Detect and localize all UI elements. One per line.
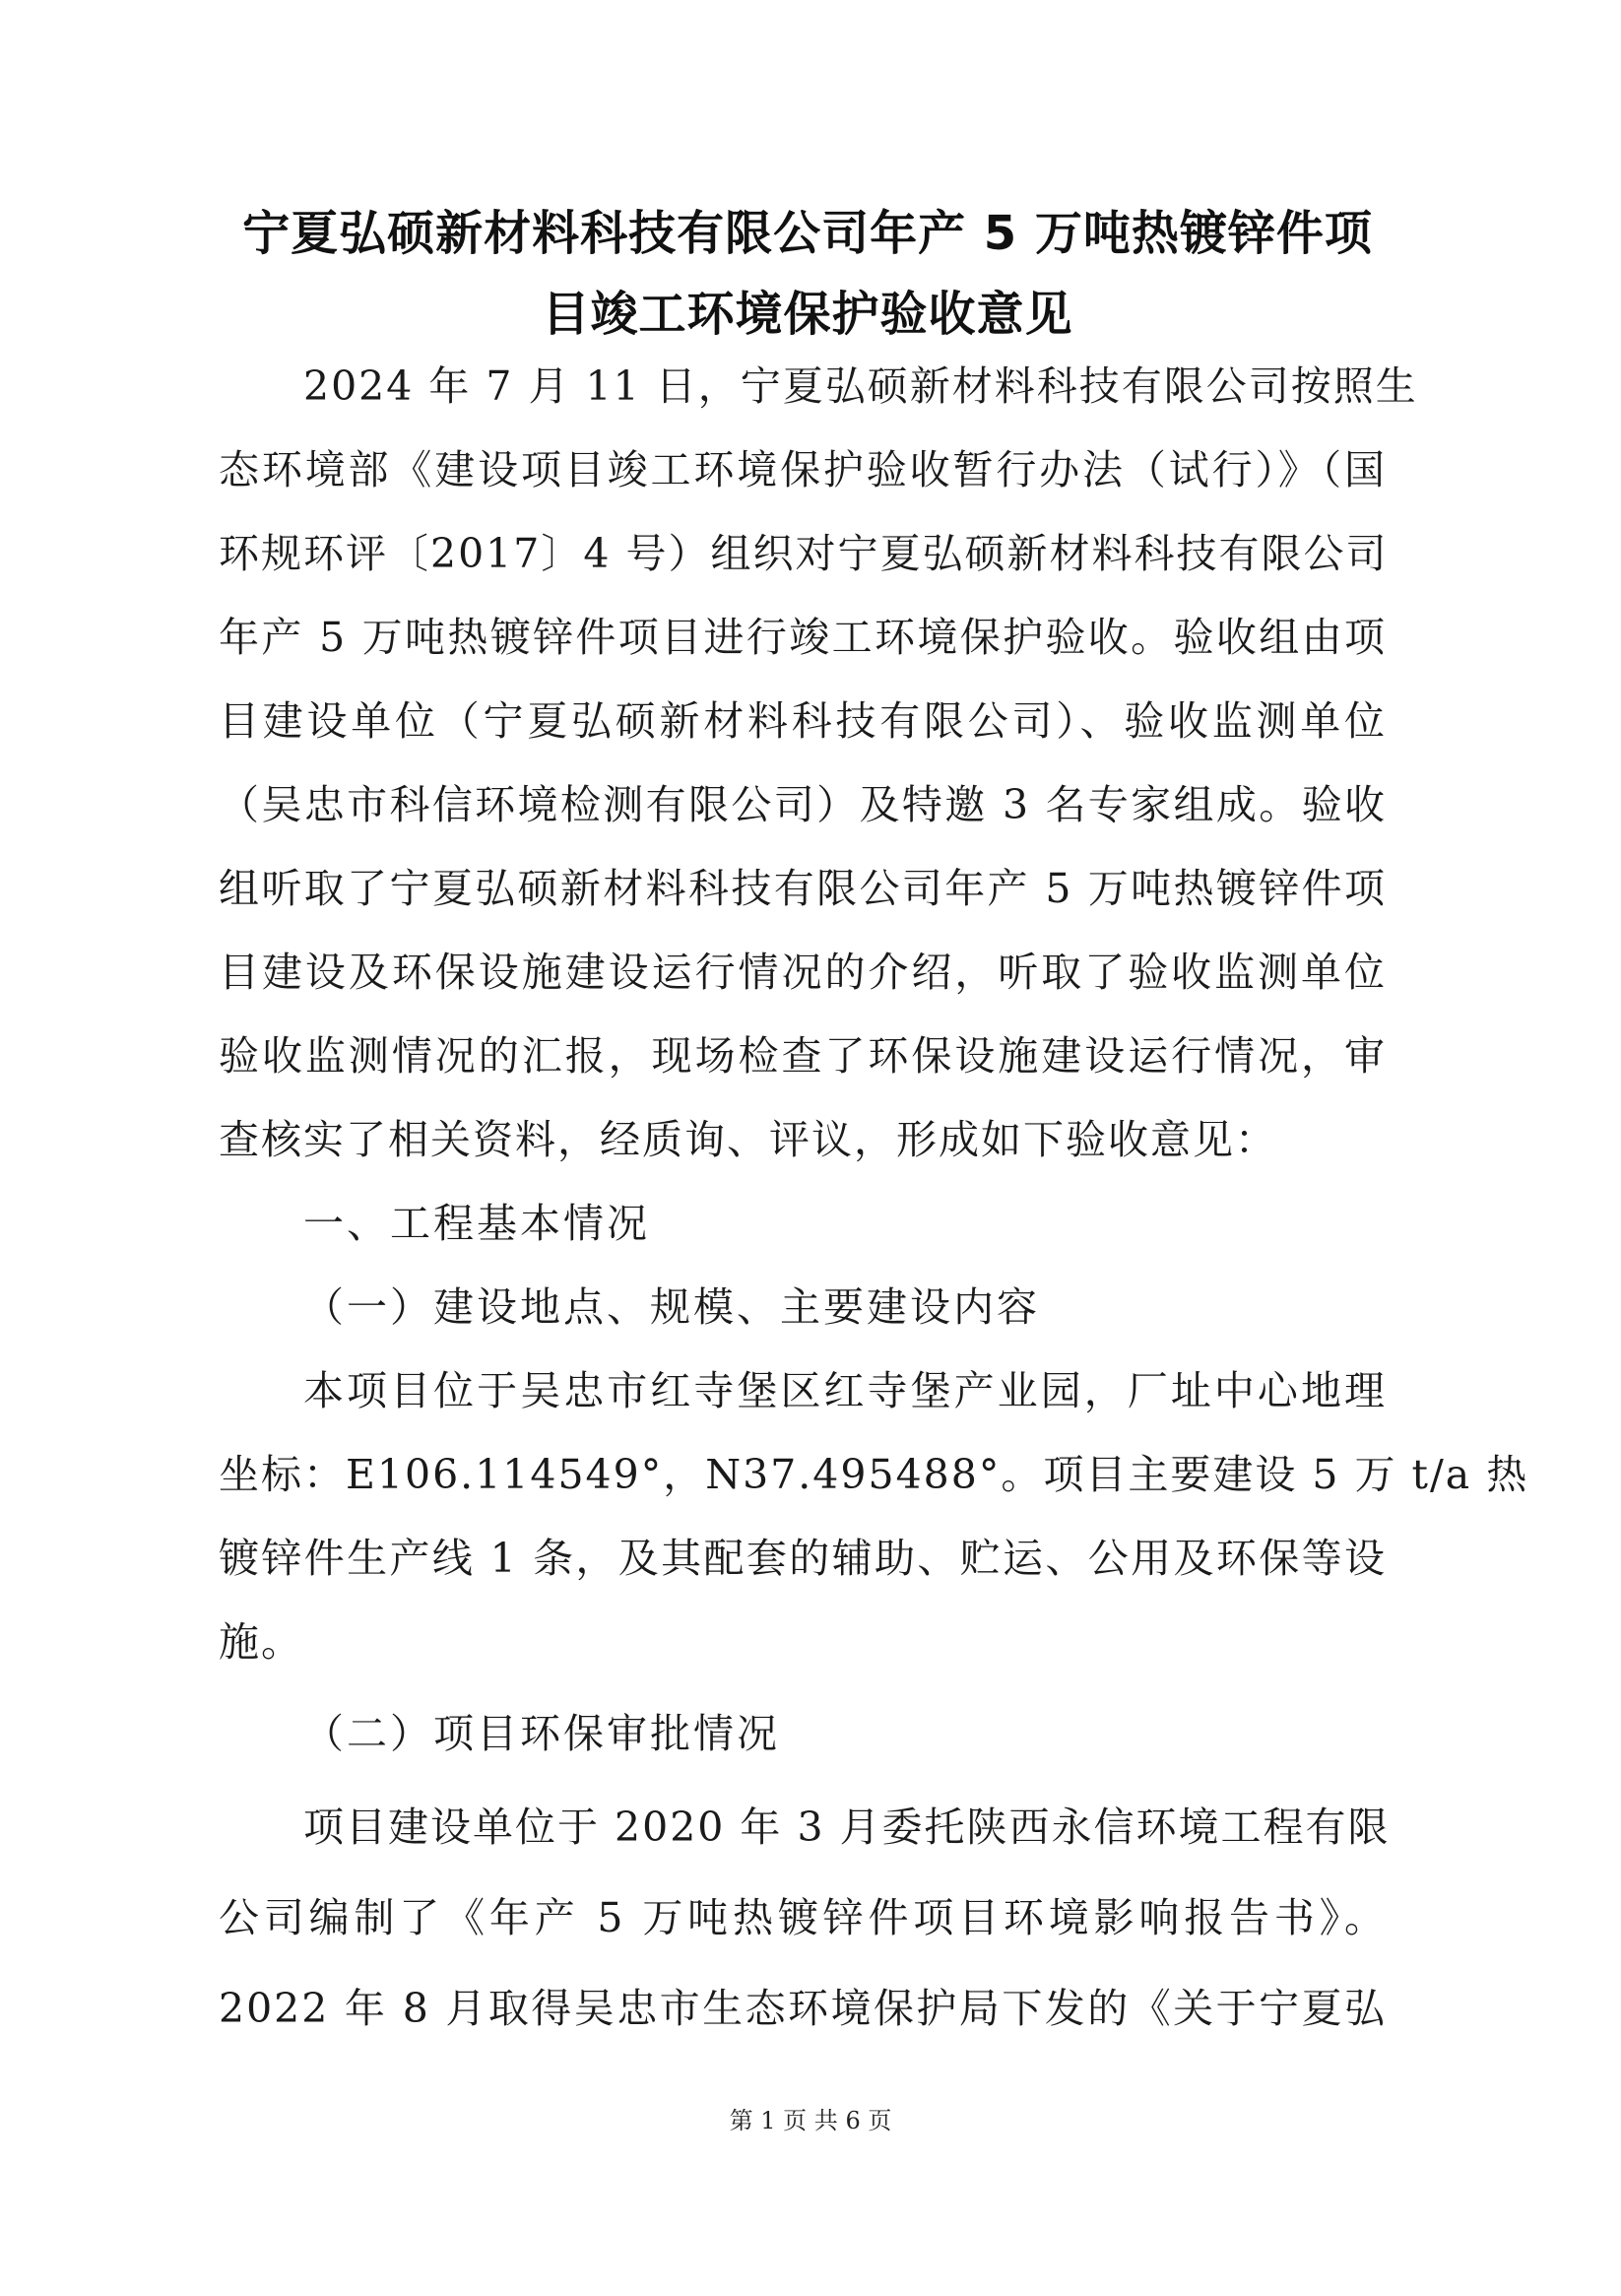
page-number-footer: 第 1 页 共 6 页: [729, 2107, 892, 2134]
subsection-heading: （二）项目环保审批情况: [303, 1710, 780, 1757]
paragraph-line: 本项目位于吴忠市红寺堡区红寺堡产业园，厂址中心地理: [303, 1367, 1387, 1414]
paragraph-line: 2022 年 8 月取得吴忠市生态环境保护局下发的《关于宁夏弘: [219, 1985, 1387, 2032]
paragraph-line: 态环境部《建设项目竣工环境保护验收暂行办法（试行）》（国: [219, 446, 1387, 493]
paragraph-line: 验收监测情况的汇报，现场检查了环保设施建设运行情况，审: [219, 1032, 1387, 1080]
section-heading: 一、工程基本情况: [303, 1200, 650, 1247]
subsection-heading: （一）建设地点、规模、主要建设内容: [303, 1283, 1040, 1331]
paragraph-line: 坐标：E106.114549°，N37.495488°。项目主要建设 5 万 t/a 热: [219, 1451, 1529, 1498]
paragraph-line: 2024 年 7 月 11 日，宁夏弘硕新材料科技有限公司按照生: [303, 362, 1418, 410]
document-title-line-1: 宁夏弘硕新材料科技有限公司年产 5 万吨热镀锌件项: [242, 206, 1373, 261]
paragraph-line: 组听取了宁夏弘硕新材料科技有限公司年产 5 万吨热镀锌件项: [219, 865, 1387, 912]
document-title-line-2: 目竣工环境保护验收意见: [542, 287, 1073, 342]
paragraph-line: 环规环评〔2017〕4 号）组织对宁夏弘硕新材料科技有限公司: [219, 530, 1389, 577]
paragraph-line: （吴忠市科信环境检测有限公司）及特邀 3 名专家组成。验收: [219, 781, 1387, 828]
paragraph-line: 目建设及环保设施建设运行情况的介绍，听取了验收监测单位: [219, 949, 1387, 996]
paragraph-line: 公司编制了《年产 5 万吨热镀锌件项目环境影响报告书》。: [219, 1894, 1387, 1941]
paragraph-line: 目建设单位（宁夏弘硕新材料科技有限公司）、验收监测单位: [219, 697, 1387, 745]
paragraph-line: 项目建设单位于 2020 年 3 月委托陕西永信环境工程有限: [303, 1804, 1391, 1851]
paragraph-line: 查核实了相关资料，经质询、评议，形成如下验收意见：: [219, 1116, 1277, 1163]
paragraph-line: 镀锌件生产线 1 条，及其配套的辅助、贮运、公用及环保等设: [219, 1535, 1387, 1582]
paragraph-line: 施。: [219, 1618, 303, 1666]
paragraph-line: 年产 5 万吨热镀锌件项目进行竣工环境保护验收。验收组由项: [219, 614, 1387, 661]
